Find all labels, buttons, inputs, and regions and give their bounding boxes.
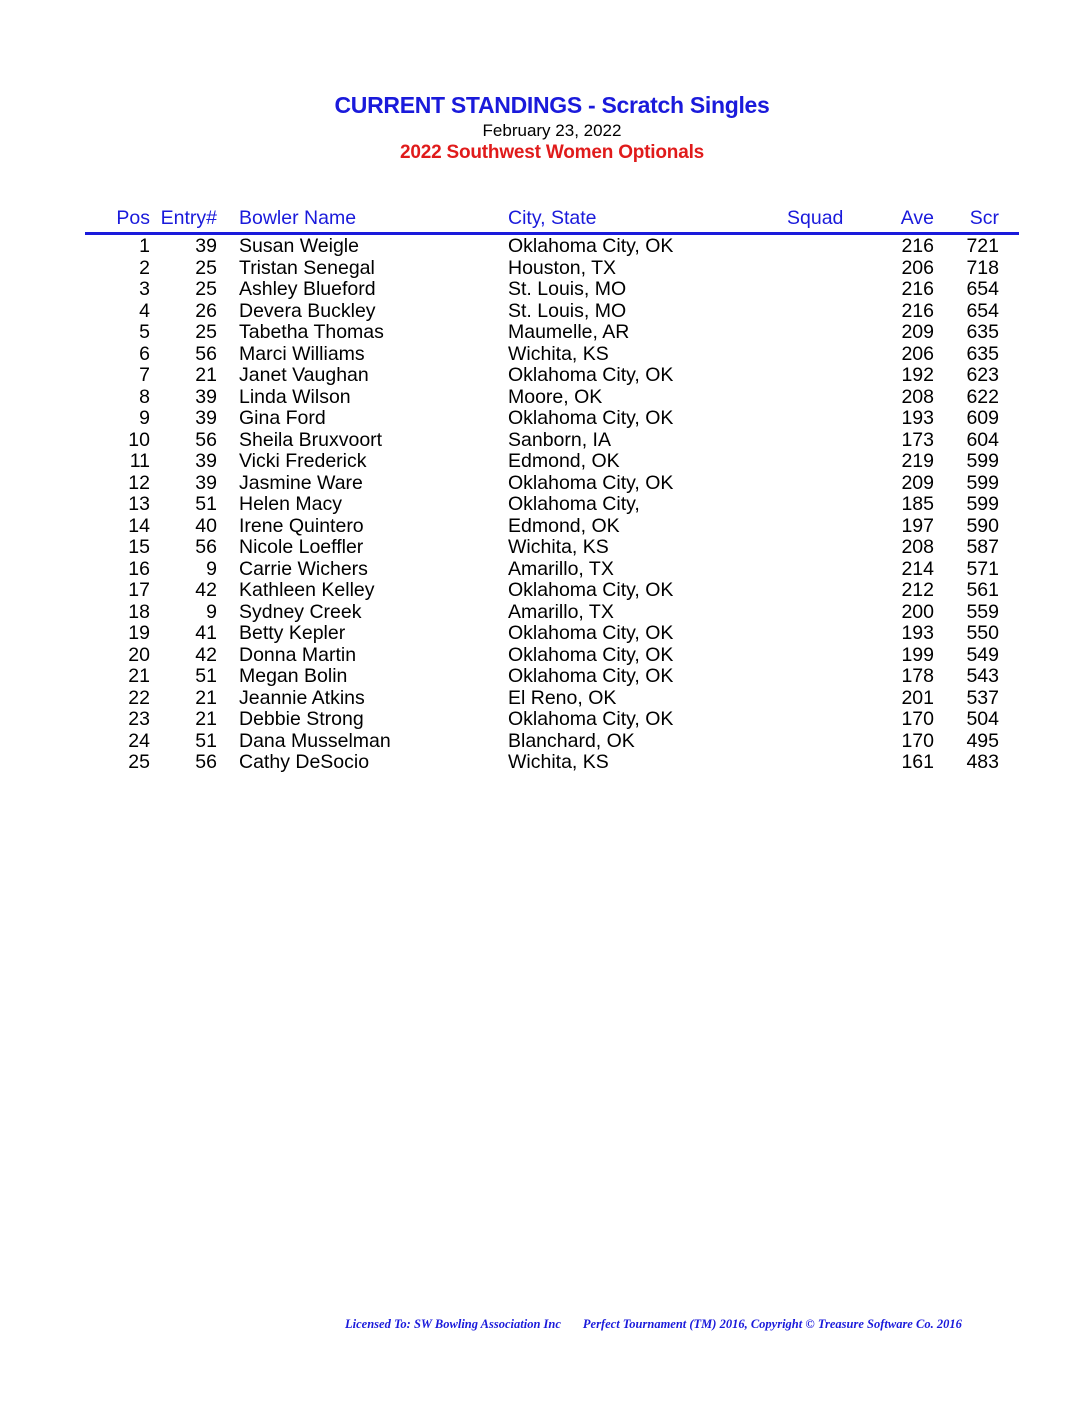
cell-scr: 718 bbox=[966, 256, 999, 279]
cell-city: Oklahoma City, OK bbox=[508, 235, 674, 257]
cell-ave: 216 bbox=[901, 235, 934, 257]
cell-city: Oklahoma City, OK bbox=[508, 665, 674, 687]
standings-table bbox=[0, 236, 1088, 774]
cell-entry: 25 bbox=[195, 321, 217, 343]
cell-city: Wichita, KS bbox=[508, 751, 609, 773]
cell-scr: 537 bbox=[966, 686, 999, 709]
cell-city: Blanchard, OK bbox=[508, 729, 635, 752]
cell-city: Sanborn, IA bbox=[508, 428, 611, 451]
cell-entry: 39 bbox=[195, 385, 217, 408]
footer bbox=[345, 1317, 1045, 1332]
table-row bbox=[0, 344, 1088, 366]
cell-scr: 587 bbox=[966, 536, 999, 558]
cell-entry: 9 bbox=[206, 557, 217, 580]
cell-entry: 40 bbox=[195, 514, 217, 537]
cell-ave: 192 bbox=[901, 364, 934, 386]
cell-ave: 216 bbox=[901, 278, 934, 300]
page-title: CURRENT STANDINGS - Scratch Singles bbox=[334, 92, 770, 118]
table-row bbox=[0, 408, 1088, 430]
cell-pos: 21 bbox=[128, 665, 150, 687]
cell-ave: 206 bbox=[901, 256, 934, 279]
table-row bbox=[0, 537, 1088, 559]
cell-city: Oklahoma City, bbox=[508, 493, 640, 515]
cell-entry: 21 bbox=[195, 686, 217, 709]
cell-city: St. Louis, MO bbox=[508, 278, 627, 300]
cell-scr: 483 bbox=[966, 751, 999, 773]
cell-city: Edmond, OK bbox=[508, 514, 620, 537]
cell-name: Vicki Frederick bbox=[239, 450, 367, 472]
cell-scr: 550 bbox=[966, 622, 999, 644]
cell-scr: 543 bbox=[966, 665, 999, 687]
column-header-pos: Pos bbox=[116, 207, 150, 229]
cell-ave: 209 bbox=[901, 321, 934, 343]
cell-pos: 23 bbox=[128, 708, 150, 730]
cell-entry: 25 bbox=[195, 278, 217, 300]
column-header-scr: Scr bbox=[969, 207, 999, 229]
cell-entry: 39 bbox=[195, 235, 217, 257]
cell-name: Irene Quintero bbox=[239, 514, 364, 537]
cell-scr: 604 bbox=[966, 428, 999, 451]
cell-name: Tabetha Thomas bbox=[239, 321, 384, 343]
cell-ave: 214 bbox=[901, 557, 934, 580]
cell-name: Sydney Creek bbox=[239, 600, 362, 623]
cell-entry: 21 bbox=[195, 364, 217, 386]
cell-city: Oklahoma City, OK bbox=[508, 708, 674, 730]
cell-entry: 39 bbox=[195, 407, 217, 429]
cell-city: Amarillo, TX bbox=[508, 557, 614, 580]
cell-entry: 51 bbox=[195, 665, 217, 687]
cell-name: Debbie Strong bbox=[239, 708, 364, 730]
cell-entry: 42 bbox=[195, 579, 217, 601]
cell-pos: 8 bbox=[139, 385, 150, 408]
cell-name: Ashley Blueford bbox=[239, 278, 376, 300]
cell-pos: 5 bbox=[139, 321, 150, 343]
cell-city: Houston, TX bbox=[508, 256, 617, 279]
cell-scr: 504 bbox=[966, 708, 999, 730]
cell-entry: 25 bbox=[195, 256, 217, 279]
cell-pos: 17 bbox=[128, 579, 150, 601]
cell-scr: 495 bbox=[966, 729, 999, 752]
cell-city: Wichita, KS bbox=[508, 536, 609, 558]
table-row bbox=[0, 623, 1088, 645]
cell-pos: 10 bbox=[128, 428, 150, 451]
cell-name: Tristan Senegal bbox=[239, 256, 375, 279]
cell-name: Helen Macy bbox=[239, 493, 342, 515]
cell-scr: 654 bbox=[966, 278, 999, 300]
cell-pos: 16 bbox=[128, 557, 150, 580]
cell-entry: 26 bbox=[195, 299, 217, 322]
cell-ave: 200 bbox=[901, 600, 934, 623]
cell-entry: 51 bbox=[195, 493, 217, 515]
cell-ave: 219 bbox=[901, 450, 934, 472]
column-header-squad: Squad bbox=[787, 207, 844, 229]
cell-city: Oklahoma City, OK bbox=[508, 407, 674, 429]
cell-pos: 22 bbox=[128, 686, 150, 709]
cell-name: Megan Bolin bbox=[239, 665, 348, 687]
table-row bbox=[0, 645, 1088, 667]
cell-name: Devera Buckley bbox=[239, 299, 376, 322]
column-header-ave: Ave bbox=[900, 207, 934, 229]
cell-name: Nicole Loeffler bbox=[239, 536, 364, 558]
cell-city: Oklahoma City, OK bbox=[508, 579, 674, 601]
table-row bbox=[0, 688, 1088, 710]
cell-pos: 4 bbox=[139, 299, 150, 322]
column-header-entry: Entry# bbox=[160, 207, 217, 229]
cell-entry: 21 bbox=[195, 708, 217, 730]
cell-scr: 623 bbox=[966, 364, 999, 386]
cell-name: Betty Kepler bbox=[239, 622, 346, 644]
cell-ave: 209 bbox=[901, 471, 934, 494]
table-row bbox=[0, 516, 1088, 538]
tournament-name: 2022 Southwest Women Optionals bbox=[399, 142, 705, 163]
cell-entry: 56 bbox=[195, 428, 217, 451]
cell-ave: 193 bbox=[901, 407, 934, 429]
cell-pos: 24 bbox=[128, 729, 150, 752]
footer-license: Licensed To: SW Bowling Association Inc bbox=[345, 1317, 561, 1331]
cell-city: Wichita, KS bbox=[508, 342, 609, 365]
cell-ave: 197 bbox=[901, 514, 934, 537]
cell-city: Oklahoma City, OK bbox=[508, 471, 674, 494]
cell-pos: 1 bbox=[139, 235, 150, 257]
cell-name: Cathy DeSocio bbox=[239, 751, 370, 773]
cell-scr: 561 bbox=[966, 579, 999, 601]
cell-ave: 216 bbox=[901, 299, 934, 322]
table-row bbox=[0, 301, 1088, 323]
table-header bbox=[0, 207, 1088, 233]
cell-name: Linda Wilson bbox=[239, 385, 351, 408]
cell-entry: 41 bbox=[195, 622, 217, 644]
cell-ave: 193 bbox=[901, 622, 934, 644]
cell-city: El Reno, OK bbox=[508, 686, 617, 709]
table-row bbox=[0, 258, 1088, 280]
cell-scr: 599 bbox=[966, 493, 999, 515]
cell-scr: 590 bbox=[966, 514, 999, 537]
cell-pos: 9 bbox=[139, 407, 150, 429]
cell-pos: 14 bbox=[128, 514, 150, 537]
table-row bbox=[0, 559, 1088, 581]
cell-name: Gina Ford bbox=[239, 407, 326, 429]
cell-ave: 185 bbox=[901, 493, 934, 515]
cell-pos: 25 bbox=[128, 751, 150, 773]
cell-pos: 19 bbox=[128, 622, 150, 644]
table-row bbox=[0, 731, 1088, 753]
table-row bbox=[0, 473, 1088, 495]
cell-ave: 208 bbox=[901, 385, 934, 408]
cell-city: Moore, OK bbox=[508, 385, 603, 408]
cell-ave: 206 bbox=[901, 342, 934, 365]
cell-scr: 721 bbox=[966, 235, 999, 257]
cell-pos: 12 bbox=[128, 471, 150, 494]
footer-copyright: Perfect Tournament (TM) 2016, Copyright © Treasure Software Co. 2016 bbox=[582, 1317, 962, 1331]
column-header-name: Bowler Name bbox=[239, 207, 357, 229]
cell-pos: 7 bbox=[139, 364, 150, 386]
cell-ave: 170 bbox=[901, 708, 934, 730]
table-row bbox=[0, 666, 1088, 688]
cell-ave: 208 bbox=[901, 536, 934, 558]
table-row bbox=[0, 602, 1088, 624]
cell-entry: 39 bbox=[195, 450, 217, 472]
cell-ave: 178 bbox=[901, 665, 934, 687]
table-row bbox=[0, 322, 1088, 344]
cell-pos: 13 bbox=[128, 493, 150, 515]
cell-ave: 201 bbox=[901, 686, 934, 709]
cell-ave: 161 bbox=[901, 751, 934, 773]
cell-entry: 51 bbox=[195, 729, 217, 752]
cell-entry: 39 bbox=[195, 471, 217, 494]
table-row bbox=[0, 430, 1088, 452]
table-row bbox=[0, 494, 1088, 516]
table-row bbox=[0, 752, 1088, 774]
cell-pos: 2 bbox=[139, 256, 150, 279]
cell-city: Oklahoma City, OK bbox=[508, 364, 674, 386]
cell-scr: 599 bbox=[966, 471, 999, 494]
cell-ave: 170 bbox=[901, 729, 934, 752]
cell-scr: 559 bbox=[966, 600, 999, 623]
cell-city: St. Louis, MO bbox=[508, 299, 627, 322]
cell-name: Donna Martin bbox=[239, 643, 357, 666]
cell-scr: 609 bbox=[966, 407, 999, 429]
cell-name: Jeannie Atkins bbox=[239, 686, 365, 709]
cell-pos: 18 bbox=[128, 600, 150, 623]
table-row bbox=[0, 387, 1088, 409]
cell-name: Jasmine Ware bbox=[239, 471, 363, 494]
cell-pos: 15 bbox=[128, 536, 150, 558]
cell-ave: 173 bbox=[901, 428, 934, 451]
table-row bbox=[0, 580, 1088, 602]
cell-scr: 635 bbox=[966, 321, 999, 343]
cell-name: Carrie Wichers bbox=[239, 557, 368, 580]
cell-pos: 3 bbox=[139, 278, 150, 300]
cell-name: Dana Musselman bbox=[239, 729, 391, 752]
cell-pos: 20 bbox=[128, 643, 150, 666]
cell-name: Kathleen Kelley bbox=[239, 579, 375, 601]
cell-scr: 549 bbox=[966, 643, 999, 666]
table-row bbox=[0, 236, 1088, 258]
table-row bbox=[0, 451, 1088, 473]
cell-entry: 56 bbox=[195, 536, 217, 558]
cell-entry: 56 bbox=[195, 751, 217, 773]
cell-scr: 599 bbox=[966, 450, 999, 472]
cell-ave: 199 bbox=[901, 643, 934, 666]
cell-name: Janet Vaughan bbox=[239, 364, 369, 386]
cell-city: Maumelle, AR bbox=[508, 321, 630, 343]
table-row bbox=[0, 709, 1088, 731]
column-header-city: City, State bbox=[508, 207, 597, 229]
cell-city: Oklahoma City, OK bbox=[508, 643, 674, 666]
cell-city: Oklahoma City, OK bbox=[508, 622, 674, 644]
cell-scr: 571 bbox=[966, 557, 999, 580]
cell-entry: 42 bbox=[195, 643, 217, 666]
table-row bbox=[0, 279, 1088, 301]
cell-scr: 635 bbox=[966, 342, 999, 365]
cell-city: Edmond, OK bbox=[508, 450, 620, 472]
cell-pos: 6 bbox=[139, 342, 150, 365]
cell-pos: 11 bbox=[129, 450, 150, 472]
cell-entry: 9 bbox=[206, 600, 217, 623]
cell-city: Amarillo, TX bbox=[508, 600, 614, 623]
cell-entry: 56 bbox=[195, 342, 217, 365]
cell-name: Susan Weigle bbox=[239, 235, 359, 257]
cell-scr: 622 bbox=[966, 385, 999, 408]
cell-name: Marci Williams bbox=[239, 342, 365, 365]
cell-ave: 212 bbox=[901, 579, 934, 601]
cell-name: Sheila Bruxvoort bbox=[239, 428, 383, 451]
report-date: February 23, 2022 bbox=[482, 121, 622, 140]
table-row bbox=[0, 365, 1088, 387]
cell-scr: 654 bbox=[966, 299, 999, 322]
